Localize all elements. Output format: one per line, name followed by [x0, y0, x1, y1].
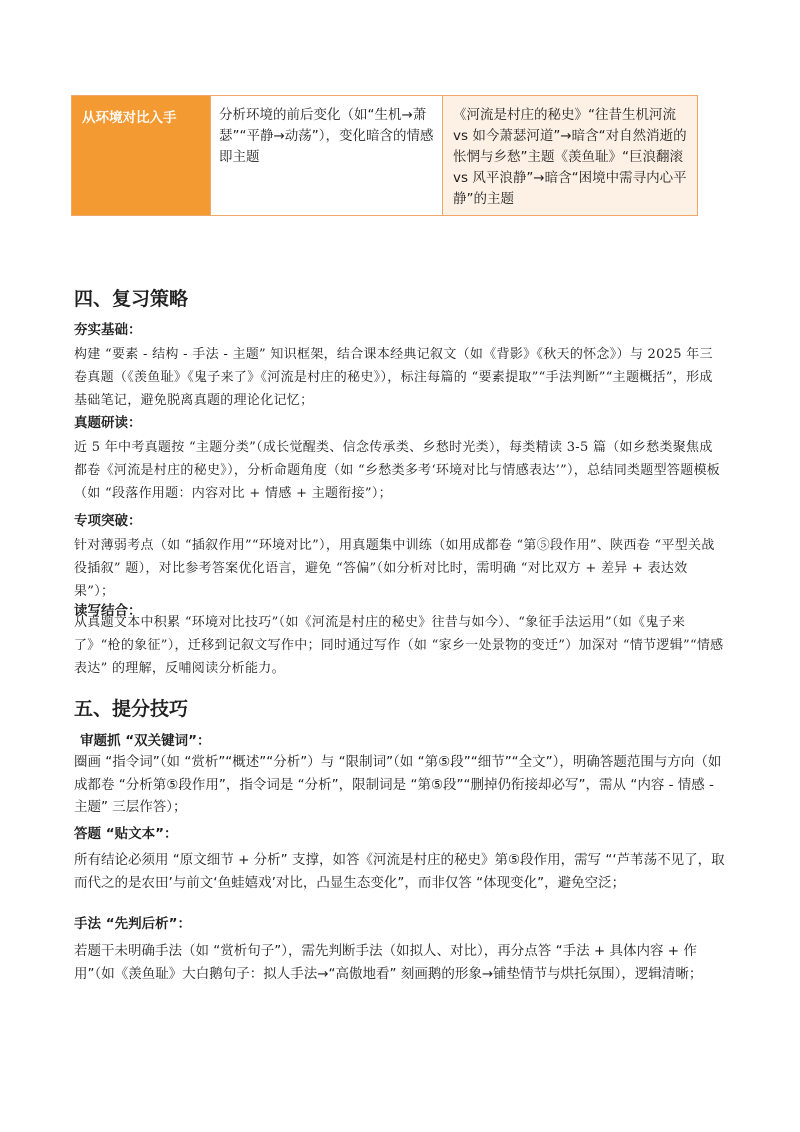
block-label: 手法 “先判后析”： [74, 916, 191, 932]
block-label: 夯实基础： [74, 322, 142, 338]
block-text: 从真题文本中积累 “环境对比技巧”（如《河流是村庄的秘史》往昔与如今）、“象征手法运用”（如《鬼子来了》“枪的象征”），迁移到记叙文写作中；同时通过写作（如 “家乡一处景物的变迁”）加深对 “情节逻辑”“情感表达” 的理解，反哺阅读分析能力。 [74, 615, 724, 676]
block-text: 所有结论必须用 “原文细节 + 分析” 支撑，如答《河流是村庄的秘史》第⑤段作用，需写 “‘芦苇荡不见了，取而代之的是农田’与前文‘鱼蛙嬉戏’对比，凸显生态变化”，而非仅答 “体现变化”，避免空泛； [74, 852, 725, 891]
block-label: 真题研读： [74, 415, 142, 431]
block-text: 针对薄弱考点（如 “插叙作用”“环境对比”），用真题集中训练（如用成都卷 “第⑤段作用”、陕西卷 “平型关战役插叙” 题），对比参考答案优化语言，避免 “答偏”（如分析对比时，需明确 “对比双方 + 差异 + 表达效果”）； [74, 538, 715, 599]
block-label: 审题抓 “双关键词”： [80, 733, 211, 749]
block-label: 答题 “贴文本”： [74, 826, 178, 842]
block-label: 专项突破： [74, 513, 142, 529]
section-title-review-strategy: 四、复习策略 [74, 288, 189, 310]
section-title-score-tips: 五、提分技巧 [74, 698, 189, 720]
block-text: 近 5 年中考真题按 “主题分类”（成长觉醒类、信念传承类、乡愁时光类），每类精读 3-5 篇（如乡愁类聚焦成都卷《河流是村庄的秘史》），分析命题角度（如 “乡愁类多考‘环境对比与情感表达’”），总结同类题型答题模板（如 “段落作用题：内容对比 + 情感 + 主题衔接”）； [74, 440, 721, 501]
block-text: 圈画 “指令词”（如 “赏析”“概述”“分析”）与 “限制词”（如 “第⑤段”“细节”“全文”），明确答题范围与方向（如成都卷 “分析第⑤段作用”，指令词是 “分析”，限制词是 “第⑤段”“删掉仍衔接却必写”，需从 “内容 - 情感 - 主题” 三层作答）； [74, 754, 722, 815]
table-example-cell: 《河流是村庄的秘史》“往昔生机河流 vs 如今萧瑟河道”→暗含“对自然消逝的怅惘与乡愁”主题《羡鱼耻》“巨浪翻滚 vs 风平浪静”→暗含“困境中需寻内心平静”的主题 [442, 96, 697, 215]
block-text: 构建 “要素 - 结构 - 手法 - 主题” 知识框架，结合课本经典记叙文（如《背影》《秋天的怀念》）与 2025 年三卷真题（《羡鱼耻》《鬼子来了》《河流是村庄的秘史》），标注每篇的 “要素提取”“手法判断”“主题概括”，形成基础笔记，避免脱离真题的理论化记忆； [74, 347, 713, 408]
comparison-table [71, 95, 698, 216]
table-header-cell: 从环境对比入手 [72, 96, 210, 215]
block-label: 读写结合： [74, 603, 142, 619]
block-text: 若题干未明确手法（如 “赏析句子”），需先判断手法（如拟人、对比），再分点答 “手法 + 具体内容 + 作用”（如《羡鱼耻》大白鹅句子：拟人手法→“高傲地看” 刻画鹅的形象→铺垫情节与烘托氛围），逻辑清晰； [74, 943, 703, 982]
table-method-cell: 分析环境的前后变化（如“生机→萧瑟”“平静→动荡”），变化暗含的情感即主题 [210, 96, 442, 215]
